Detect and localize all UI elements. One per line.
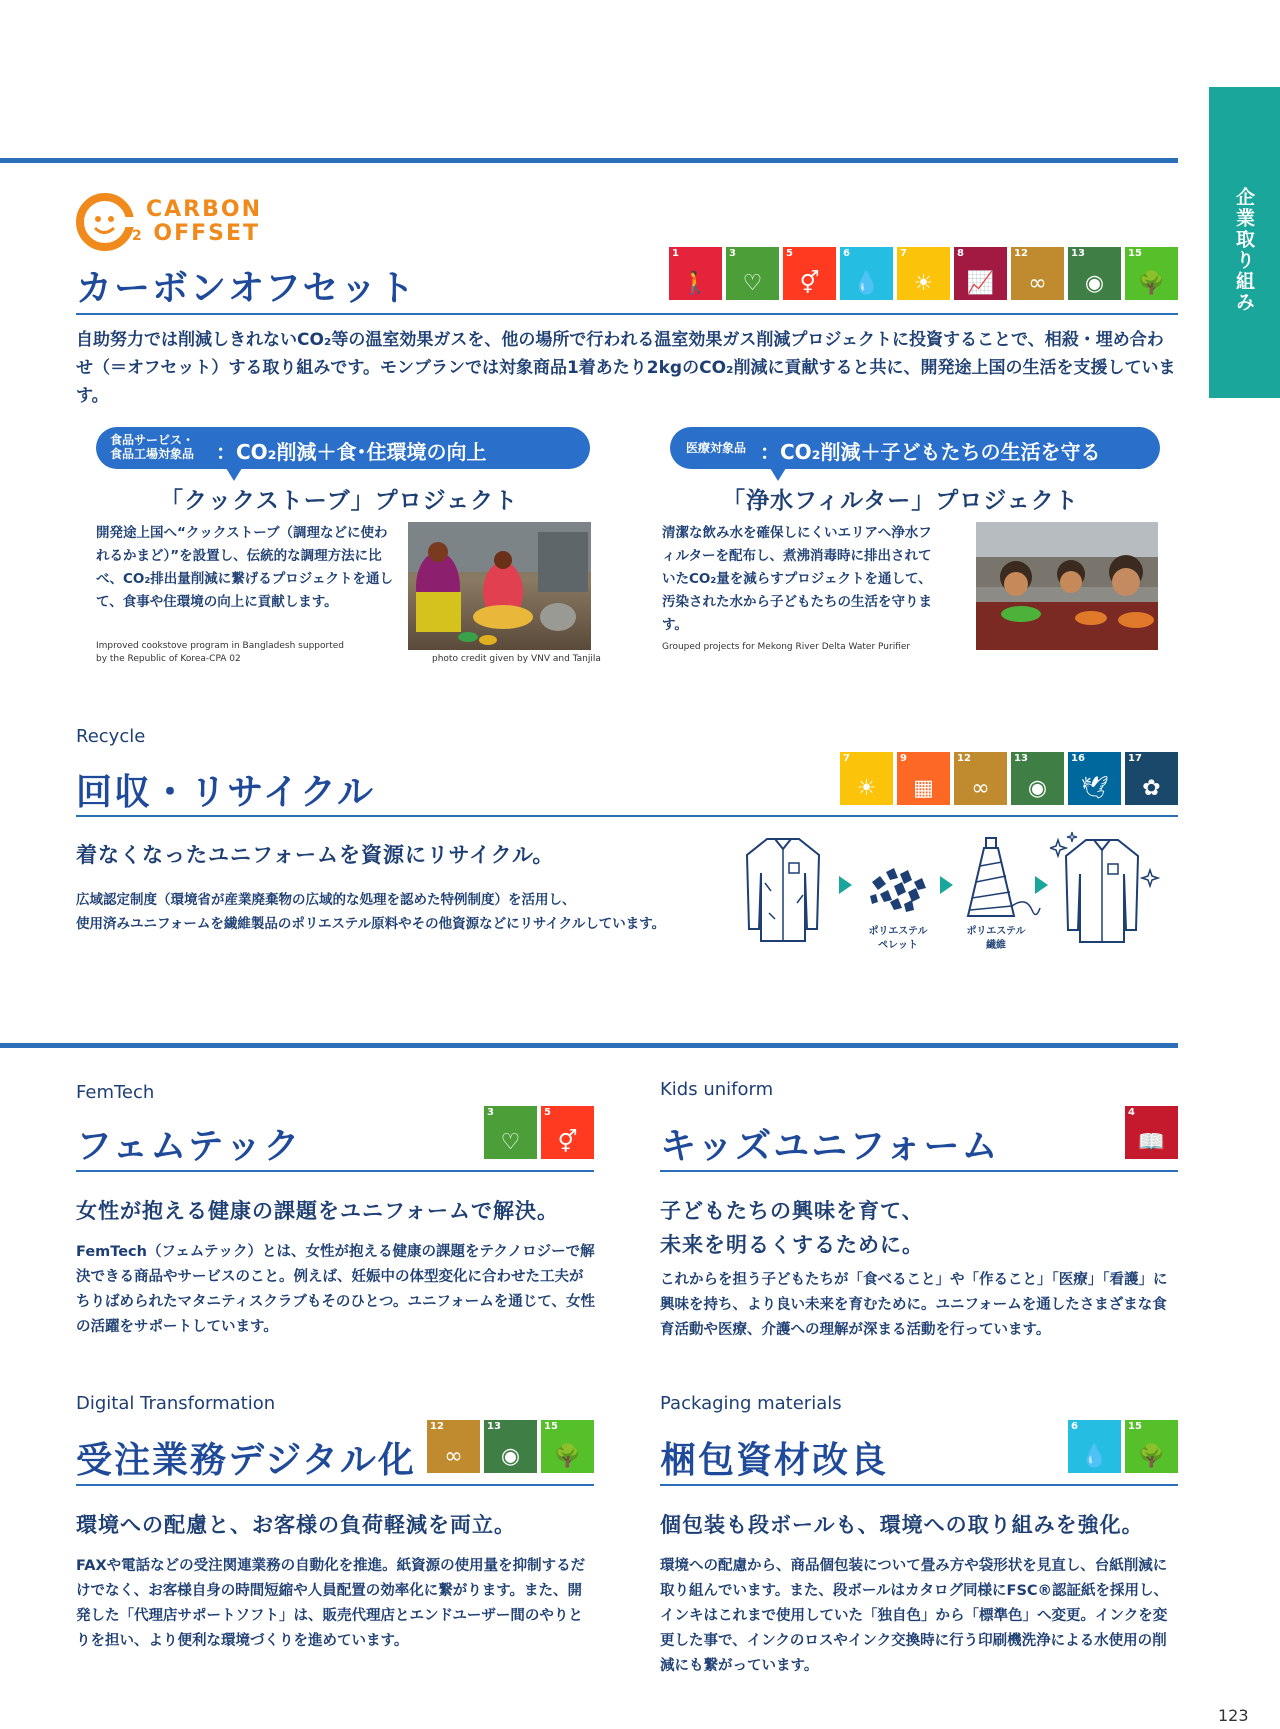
- sdg-goal-number: 6: [843, 248, 850, 259]
- sdg-goal-number: 17: [1128, 753, 1142, 764]
- femtech-title: フェムテック: [76, 1126, 302, 1167]
- section-tab-label: 企業取り組み: [1233, 187, 1255, 313]
- sdg-goal-number: 5: [786, 248, 793, 259]
- fiber-spool-icon: [962, 836, 1042, 920]
- dx-title: 受注業務デジタル化: [76, 1440, 416, 1481]
- femtech-en-title: FemTech: [76, 1082, 155, 1103]
- sdg-goal-glyph: ◉: [1084, 271, 1105, 296]
- pellet-label-1: ポリエステル: [868, 926, 928, 937]
- sdg-goal-number: 8: [957, 248, 964, 259]
- recycle-body-1: 広域認定制度（環境省が産業廃棄物の広域的な処理を認めた特例制度）を活用し、: [76, 892, 576, 908]
- logo-text-carbon: CARBON: [146, 197, 262, 222]
- sdg-goal-glyph: ♡: [500, 1130, 521, 1155]
- sdg-goal-1-icon: [669, 247, 722, 300]
- carbon-title: カーボンオフセット: [76, 268, 417, 309]
- carbon-offset-logo: [76, 193, 134, 251]
- sdg-goal-glyph: 🌳: [1137, 271, 1166, 296]
- kids-en-title: Kids uniform: [660, 1079, 774, 1100]
- water-filter-caption: Grouped projects for Mekong River Delta Water Purifier: [662, 642, 911, 652]
- sdg-goal-12-icon: [427, 1420, 480, 1473]
- pellet-icon: [866, 864, 928, 914]
- page-number: 123: [1218, 1706, 1249, 1725]
- cookstove-pill: [96, 427, 590, 469]
- sdg-goal-glyph: 🚶: [681, 271, 710, 296]
- cookstove-photo: [408, 522, 591, 650]
- sdg-goal-glyph: ∞: [971, 776, 990, 801]
- sdg-goal-12-icon: [954, 752, 1007, 805]
- sdg-goal-7-icon: [897, 247, 950, 300]
- sdg-goal-glyph: ⚥: [557, 1130, 578, 1155]
- sdg-goal-15-icon: [541, 1420, 594, 1473]
- sdg-goal-number: 13: [487, 1421, 501, 1432]
- recycle-lead: 着なくなったユニフォームを資源にリサイクル。: [76, 843, 555, 867]
- fiber-label-1: ポリエステル: [966, 926, 1026, 937]
- water-filter-body: 清潔な飲み水を確保しにくいエリアへ浄水フィルターを配布し、煮沸消毒時に排出されていたCO₂量を減らすプロジェクトを通して、汚染された水から子どもたちの生活を守ります。: [662, 525, 932, 633]
- sdg-goal-number: 4: [1128, 1107, 1135, 1118]
- water-filter-pill: [670, 427, 1160, 469]
- sdg-goal-glyph: ◉: [1027, 776, 1048, 801]
- cookstove-body: 開発途上国へ“クックストーブ（調理などに使われるかまど）”を設置し、伝統的な調理方法に比べ、CO₂排出量削減に繋げるプロジェクトを通して、食事や住環境の向上に貢献します。: [96, 525, 394, 610]
- dx-lead: 環境への配慮と、お客様の負荷軽減を両立。: [76, 1513, 516, 1537]
- sdg-goal-number: 5: [544, 1107, 551, 1118]
- sdg-goal-glyph: 📈: [966, 271, 995, 296]
- sdg-goal-glyph: ◉: [500, 1444, 521, 1469]
- water-filter-project-title: 「浄水フィルター」プロジェクト: [722, 488, 1079, 514]
- water-filter-pill-text: ：CO₂削減＋子どもたちの生活を守る: [760, 440, 1101, 464]
- logo-subscript: 2: [132, 228, 144, 244]
- cookstove-pill-text: ：CO₂削減＋食･住環境の向上: [216, 440, 487, 464]
- water-filter-tag: 医療対象品: [686, 441, 747, 455]
- cookstove-project-title: 「クックストーブ」プロジェクト: [160, 488, 519, 514]
- packaging-lead: 個包装も段ボールも、環境への取り組みを強化。: [660, 1513, 1144, 1537]
- femtech-body: FemTech（フェムテック）とは、女性が抱える健康の課題をテクノロジーで解決できる商品やサービスのこと。例えば、妊娠中の体型変化に合わせた工夫がちりばめられたマタニティスクラブもそのひとつ。ユニフォームを通じて、女性の活躍をサポートしています。: [76, 1244, 595, 1335]
- sdg-goal-glyph: 💧: [852, 271, 881, 296]
- sdg-goal-5-icon: [541, 1106, 594, 1159]
- cookstove-credit: photo credit given by VNV and Tanjila: [432, 654, 601, 664]
- sdg-goal-glyph: 🌳: [1137, 1444, 1166, 1469]
- sdg-goal-number: 15: [1128, 1421, 1142, 1432]
- kids-lead-2: 未来を明るくするために。: [660, 1233, 924, 1257]
- sdg-goal-glyph: 📖: [1137, 1130, 1166, 1155]
- section-tab: [1209, 87, 1280, 398]
- dx-en-title: Digital Transformation: [76, 1393, 276, 1414]
- lower-rule: [0, 1043, 1178, 1048]
- sdg-goal-number: 15: [544, 1421, 558, 1432]
- sdg-goal-glyph: 💧: [1080, 1444, 1109, 1469]
- sdg-goal-7-icon: [840, 752, 893, 805]
- cookstove-caption-1: Improved cookstove program in Bangladesh supported: [96, 641, 344, 651]
- sdg-goal-number: 3: [729, 248, 736, 259]
- sdg-goal-17-icon: [1125, 752, 1178, 805]
- sdg-goal-5-icon: [783, 247, 836, 300]
- sdg-goal-glyph: 🕊: [1080, 776, 1109, 801]
- new-shirt-icon: [1050, 830, 1160, 948]
- sdg-goal-4-icon: [1125, 1106, 1178, 1159]
- cookstove-tag-1: 食品サービス・: [110, 433, 195, 447]
- sdg-goal-12-icon: [1011, 247, 1064, 300]
- packaging-title: 梱包資材改良: [660, 1440, 889, 1481]
- sdg-goal-glyph: ∞: [1028, 271, 1047, 296]
- sdg-goal-number: 13: [1071, 248, 1085, 259]
- recycle-rule: [76, 815, 1178, 817]
- sdg-goal-number: 12: [1014, 248, 1028, 259]
- cookstove-tag-2: 食品工場対象品: [110, 447, 195, 461]
- arrow-icon: [839, 876, 852, 894]
- sdg-goal-number: 7: [900, 248, 907, 259]
- sdg-goal-13-icon: [1011, 752, 1064, 805]
- sdg-goal-number: 12: [430, 1421, 444, 1432]
- femtech-lead: 女性が抱える健康の課題をユニフォームで解決。: [76, 1199, 559, 1223]
- sdg-goal-number: 16: [1071, 753, 1085, 764]
- sdg-goal-3-icon: [726, 247, 779, 300]
- femtech-rule: [76, 1170, 594, 1172]
- sdg-goal-15-icon: [1125, 247, 1178, 300]
- packaging-rule: [660, 1484, 1178, 1486]
- water-filter-photo: [976, 522, 1158, 650]
- used-shirt-icon: [745, 833, 821, 943]
- carbon-intro: 自助努力では削減しきれないCO₂等の温室効果ガスを、他の場所で行われる温室効果ガス削減プロジェクトに投資することで、相殺・埋め合わせ（＝オフセット）する取り組みです。モンブランでは対象商品1着あたり2kgのCO₂削減に貢献すると共に、開発途上国の生活を支援しています。: [76, 330, 1176, 406]
- packaging-body: 環境への配慮から、商品個包装について畳み方や袋形状を見直し、台紙削減に取り組んでいます。また、段ボールはカタログ同様にFSC®認証紙を採用し、インキはこれまで使用していた「独自色」から「標準色」へ変更。インクを変更した事で、インクのロスやインク交換時に行う印刷機洗浄による水使用の削減にも繋がっています。: [660, 1558, 1169, 1674]
- kids-rule: [660, 1170, 1178, 1172]
- sdg-goal-glyph: ☀: [913, 271, 934, 296]
- sdg-goal-glyph: ♡: [742, 271, 763, 296]
- sdg-goal-16-icon: [1068, 752, 1121, 805]
- kids-title: キッズユニフォーム: [660, 1126, 1000, 1167]
- dx-body: FAXや電話などの受注関連業務の自動化を推進。紙資源の使用量を抑制するだけでなく、お客様自身の時間短縮や人員配置の効率化に繋がります。また、開発した「代理店サポートソフト」は、販売代理店とエンドユーザー間のやりとりを担い、より便利な環境づくりを進めています。: [76, 1558, 586, 1649]
- sdg-goal-glyph: ▦: [913, 776, 934, 801]
- sdg-goal-number: 7: [843, 753, 850, 764]
- arrow-icon: [1035, 876, 1048, 894]
- sdg-goal-6-icon: [840, 247, 893, 300]
- recycle-en-title: Recycle: [76, 726, 146, 747]
- sdg-goal-13-icon: [484, 1420, 537, 1473]
- top-rule: [0, 158, 1178, 163]
- sdg-goal-6-icon: [1068, 1420, 1121, 1473]
- dx-rule: [76, 1484, 594, 1486]
- recycle-title: 回収・リサイクル: [76, 772, 375, 813]
- sdg-goal-8-icon: [954, 247, 1007, 300]
- logo-text-offset: OFFSET: [153, 221, 261, 246]
- cookstove-caption-2: by the Republic of Korea-CPA 02: [96, 654, 241, 664]
- sdg-goal-number: 3: [487, 1107, 494, 1118]
- sdg-goal-glyph: ∞: [444, 1444, 463, 1469]
- sdg-goal-number: 12: [957, 753, 971, 764]
- carbon-rule: [76, 313, 1178, 315]
- sdg-goal-number: 15: [1128, 248, 1142, 259]
- sdg-goal-9-icon: [897, 752, 950, 805]
- sdg-goal-glyph: 🌳: [553, 1444, 582, 1469]
- kids-body: これからを担う子どもたちが「食べること」や「作ること」「医療」「看護」に興味を持ち、より良い未来を育むために。ユニフォームを通したさまざまな食育活動や医療、介護への理解が深まる活動を行っています。: [660, 1272, 1168, 1338]
- sdg-goal-number: 9: [900, 753, 907, 764]
- sdg-goal-number: 13: [1014, 753, 1028, 764]
- sdg-goal-glyph: ⚥: [799, 271, 820, 296]
- sdg-goal-number: 6: [1071, 1421, 1078, 1432]
- arrow-icon: [940, 876, 953, 894]
- sdg-goal-number: 1: [672, 248, 679, 259]
- packaging-en-title: Packaging materials: [660, 1393, 842, 1414]
- pellet-label-2: ペレット: [878, 940, 918, 951]
- sdg-goal-glyph: ☀: [856, 776, 877, 801]
- kids-lead-1: 子どもたちの興味を育て、: [660, 1199, 924, 1223]
- recycle-body-2: 使用済みユニフォームを繊維製品のポリエステル原料やその他資源などにリサイクルしています。: [76, 916, 666, 932]
- sdg-goal-13-icon: [1068, 247, 1121, 300]
- sdg-goal-3-icon: [484, 1106, 537, 1159]
- sdg-goal-15-icon: [1125, 1420, 1178, 1473]
- fiber-label-2: 繊維: [986, 940, 1006, 951]
- sdg-goal-glyph: ✿: [1142, 776, 1161, 801]
